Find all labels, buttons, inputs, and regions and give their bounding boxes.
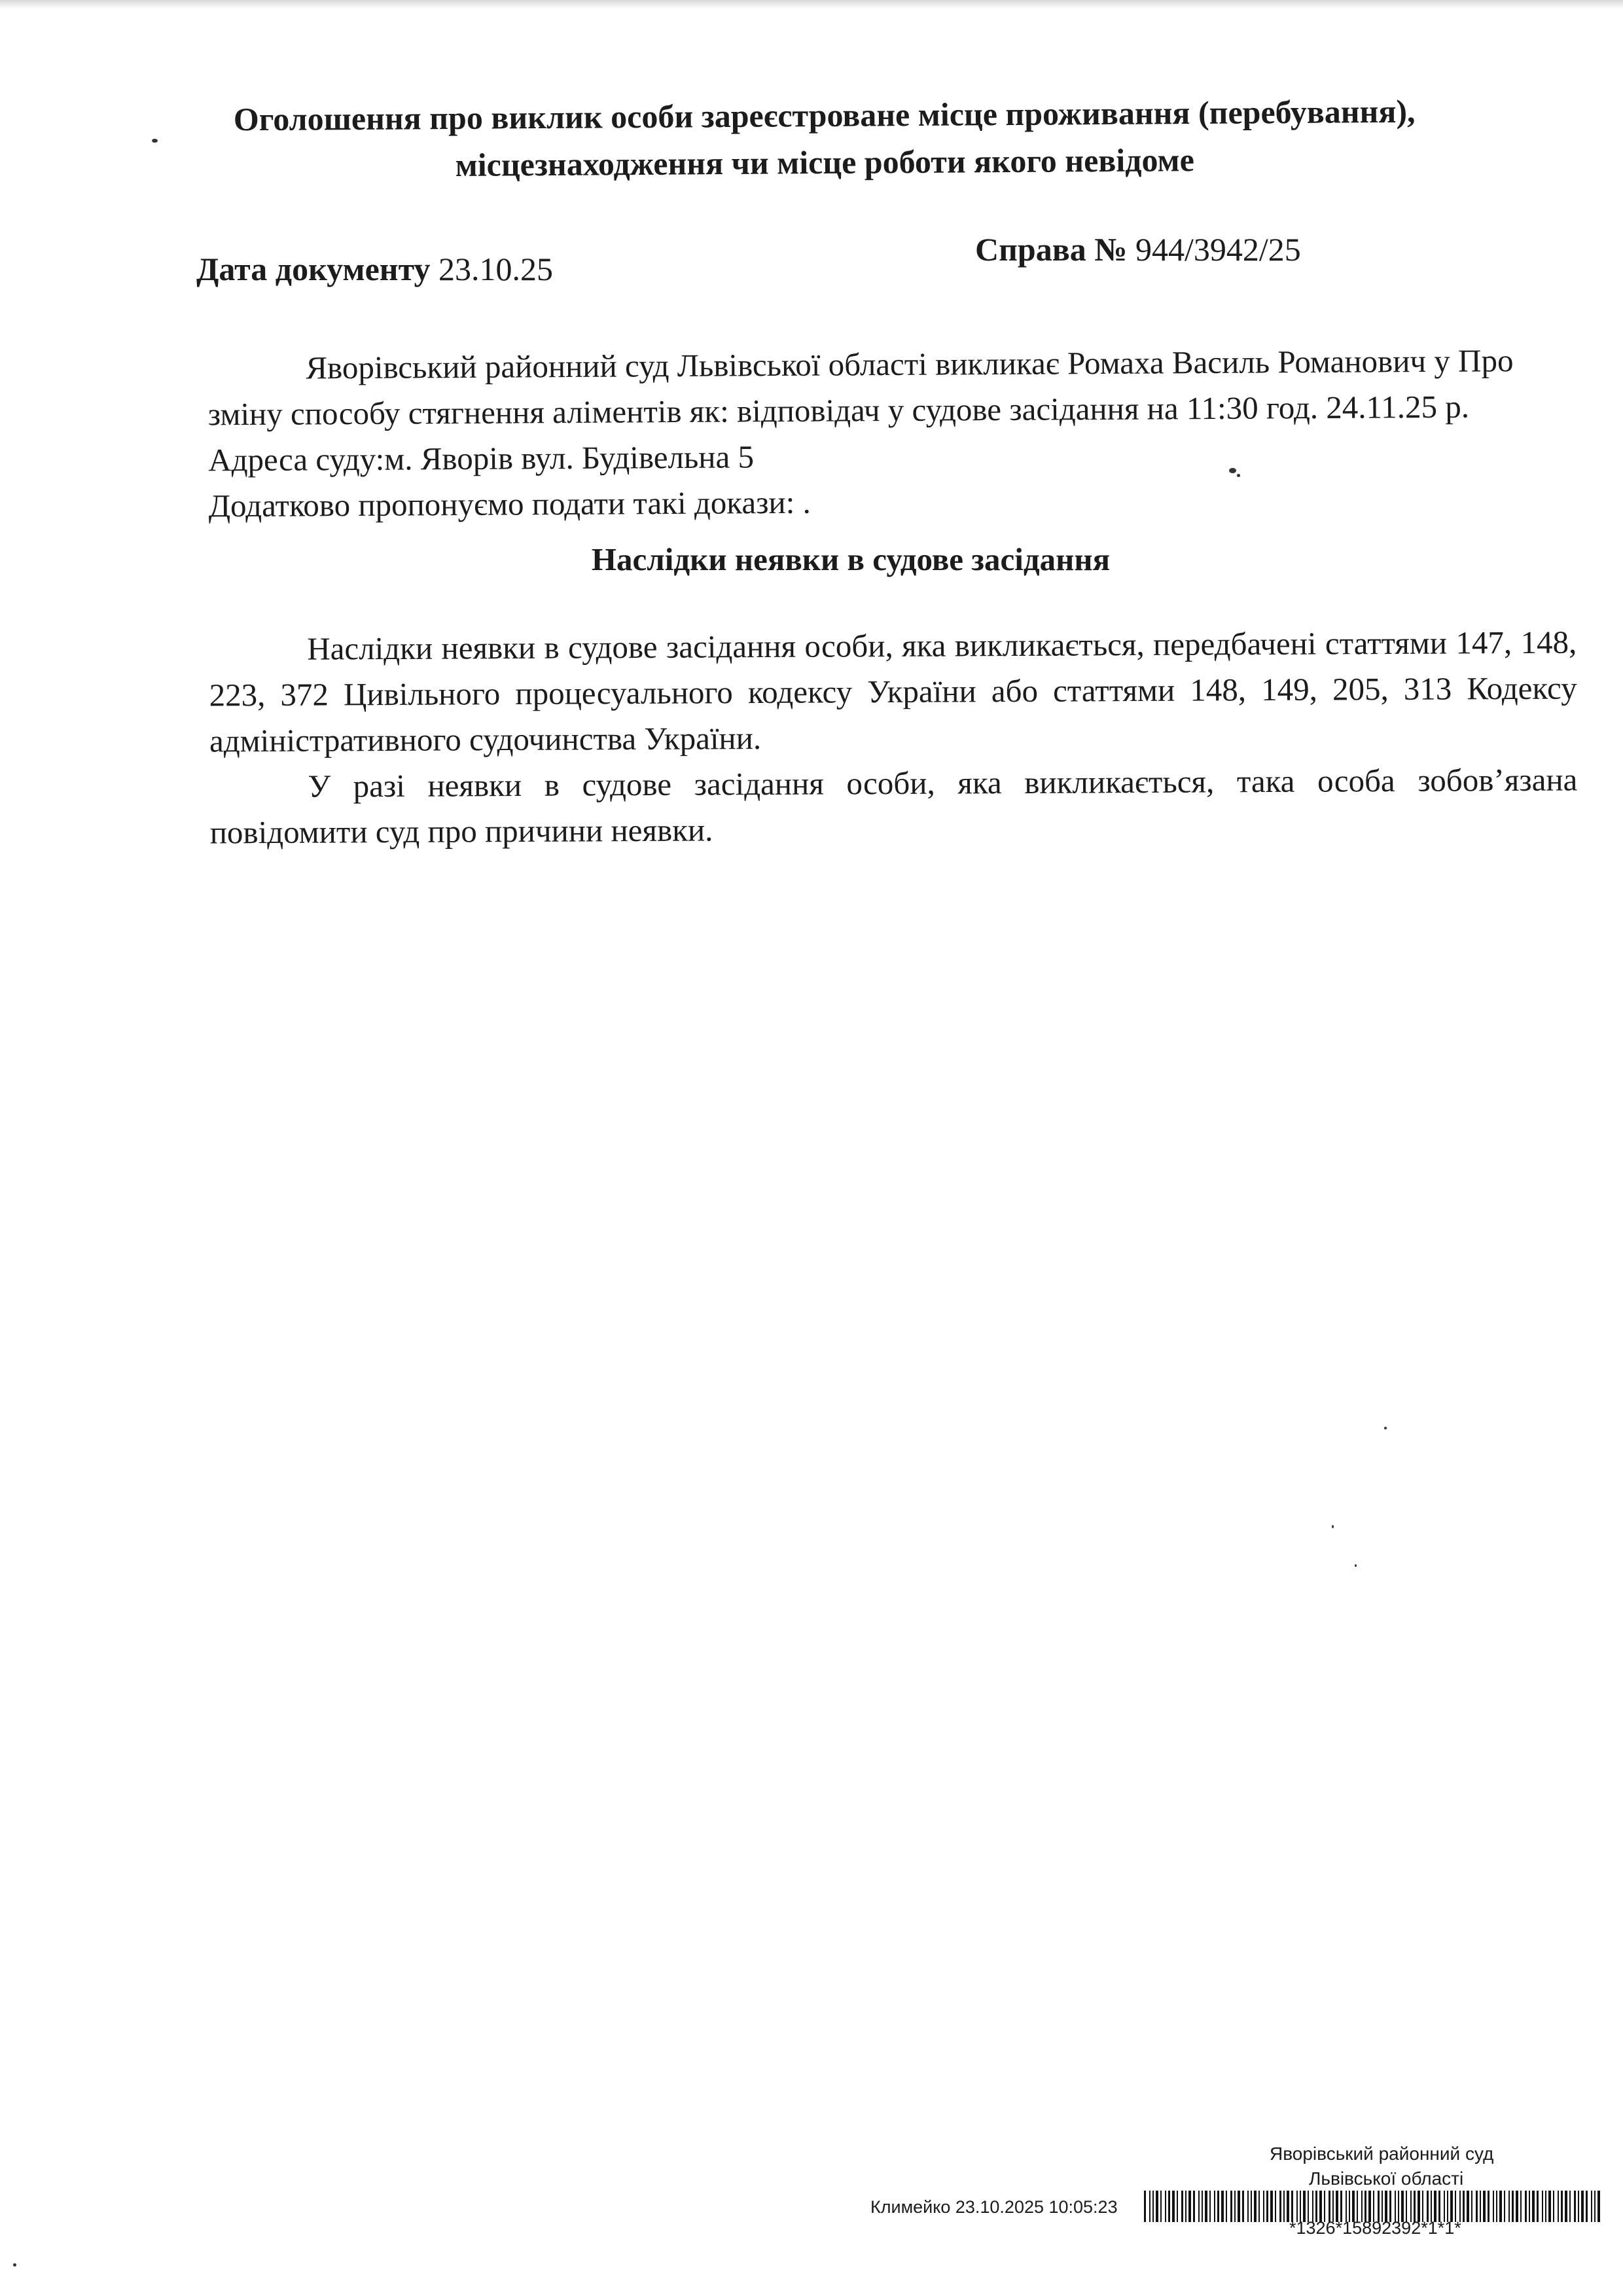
barcode-bar bbox=[1230, 2191, 1232, 2222]
barcode-bar bbox=[1532, 2191, 1535, 2222]
barcode-bar bbox=[1455, 2191, 1456, 2222]
barcode-bar bbox=[1418, 2191, 1420, 2222]
barcode-bar bbox=[1431, 2191, 1432, 2222]
barcode-bar bbox=[1558, 2191, 1559, 2222]
barcode-bar bbox=[1185, 2191, 1186, 2222]
barcode-bar bbox=[1401, 2191, 1404, 2222]
barcode-bar bbox=[1496, 2191, 1497, 2222]
barcode-bar bbox=[1160, 2191, 1162, 2222]
barcode-bar bbox=[1279, 2191, 1281, 2222]
barcode-bar bbox=[1349, 2191, 1350, 2222]
barcode-bar bbox=[1499, 2191, 1502, 2222]
barcode-bar bbox=[1352, 2191, 1355, 2222]
barcode-bar bbox=[1346, 2191, 1347, 2222]
scan-speck bbox=[13, 2263, 16, 2267]
title-line-1: Оголошення про виклик особи зареєстроване місце проживання (перебування), bbox=[233, 92, 1416, 138]
barcode-bar bbox=[1242, 2191, 1244, 2222]
barcode-bar bbox=[1471, 2191, 1472, 2222]
barcode-bar bbox=[1444, 2191, 1445, 2222]
barcode-bar bbox=[1512, 2191, 1514, 2222]
registration-stamp bbox=[870, 2144, 1607, 2274]
barcode-bar bbox=[1382, 2191, 1383, 2222]
barcode-bar bbox=[1561, 2191, 1563, 2222]
stamp-barcode-code: *1326*15892392*1*1* bbox=[1289, 2218, 1461, 2238]
barcode bbox=[1144, 2191, 1602, 2222]
barcode-bar bbox=[1152, 2191, 1154, 2222]
barcode-bar bbox=[1205, 2191, 1207, 2222]
barcode-bar bbox=[1373, 2191, 1374, 2222]
case-label: Справа № bbox=[975, 231, 1128, 268]
stamp-court-name: Яворівський районний суд bbox=[1270, 2144, 1494, 2164]
barcode-bar bbox=[1165, 2191, 1166, 2222]
barcode-bar bbox=[1542, 2191, 1543, 2222]
scan-speck bbox=[152, 139, 158, 143]
barcode-bar bbox=[1434, 2191, 1436, 2222]
barcode-bar bbox=[1508, 2191, 1510, 2222]
barcode-bar bbox=[1422, 2191, 1423, 2222]
barcode-bar bbox=[1156, 2191, 1158, 2222]
barcode-bar bbox=[1214, 2191, 1215, 2222]
barcode-bar bbox=[1450, 2191, 1453, 2222]
barcode-bar bbox=[1493, 2191, 1494, 2222]
scan-top-edge bbox=[0, 0, 1623, 9]
barcode-bar bbox=[1226, 2191, 1227, 2222]
barcode-bar bbox=[1149, 2191, 1150, 2222]
barcode-bar bbox=[1463, 2191, 1465, 2222]
barcode-bar bbox=[1565, 2191, 1567, 2222]
barcode-bar bbox=[1258, 2191, 1260, 2222]
barcode-bar bbox=[1467, 2191, 1469, 2222]
barcode-bar bbox=[1315, 2191, 1317, 2222]
summons-line-2: зміну способу стягнення аліментів як: відповідач у судове засідання на 11:30 год. 24.11.25 р. bbox=[207, 388, 1470, 433]
barcode-bar bbox=[1357, 2191, 1358, 2222]
barcode-bar bbox=[1483, 2191, 1486, 2222]
barcode-bar bbox=[1569, 2191, 1571, 2222]
stamp-court-region: Львівської області bbox=[1309, 2168, 1464, 2189]
barcode-bar bbox=[1312, 2191, 1313, 2222]
barcode-bar bbox=[1181, 2191, 1183, 2222]
scan-speck bbox=[1355, 1564, 1357, 1567]
barcode-bar bbox=[1291, 2191, 1293, 2222]
barcode-bar bbox=[1586, 2191, 1588, 2222]
barcode-bar bbox=[1202, 2191, 1203, 2222]
barcode-bar bbox=[1221, 2191, 1224, 2222]
consequences-text bbox=[209, 620, 1578, 856]
evidence-note: Додатково пропонуємо подати такі докази: . bbox=[208, 484, 811, 524]
barcode-bar bbox=[1270, 2191, 1273, 2222]
barcode-bar bbox=[1193, 2191, 1195, 2222]
barcode-bar bbox=[1234, 2191, 1236, 2222]
barcode-bar bbox=[1574, 2191, 1576, 2222]
barcode-bar bbox=[1308, 2191, 1309, 2222]
barcode-bar bbox=[1476, 2191, 1478, 2222]
barcode-bar bbox=[1188, 2191, 1191, 2222]
barcode-bar bbox=[1283, 2191, 1285, 2222]
summons-line-1: Яворівський районний суд Львівської області викликає Ромаха Василь Романович у Про bbox=[306, 342, 1514, 386]
barcode-bar bbox=[1594, 2191, 1596, 2222]
barcode-bar bbox=[1361, 2191, 1363, 2222]
barcode-bar bbox=[1340, 2191, 1342, 2222]
barcode-bar bbox=[1287, 2191, 1289, 2222]
case-number bbox=[975, 230, 1301, 268]
barcode-bar bbox=[1395, 2191, 1396, 2222]
barcode-bar bbox=[1296, 2191, 1298, 2222]
barcode-bar bbox=[1480, 2191, 1481, 2222]
barcode-bar bbox=[1247, 2191, 1249, 2222]
barcode-bar bbox=[1398, 2191, 1399, 2222]
barcode-bar bbox=[1168, 2191, 1170, 2222]
barcode-bar bbox=[1447, 2191, 1448, 2222]
barcode-bar bbox=[1414, 2191, 1416, 2222]
barcode-bar bbox=[1263, 2191, 1264, 2222]
barcode-bar bbox=[1217, 2191, 1219, 2222]
barcode-bar bbox=[1303, 2191, 1306, 2222]
title-line-2: місцезнаходження чи місце роботи якого невідоме bbox=[455, 141, 1194, 183]
barcode-bar bbox=[1364, 2191, 1366, 2222]
consequences-heading: Наслідки неявки в судове засідання bbox=[591, 541, 1111, 577]
barcode-bar bbox=[1209, 2191, 1211, 2222]
barcode-bar bbox=[1144, 2191, 1146, 2222]
barcode-bar bbox=[1172, 2191, 1175, 2222]
barcode-bar bbox=[1427, 2191, 1429, 2222]
barcode-bar bbox=[1368, 2191, 1371, 2222]
scan-speck bbox=[1237, 474, 1240, 477]
consequences-paragraph-2: У разі неявки в судове засідання особи, яка викликається, така особа зобов’язана повідомити суд про причини неявки. bbox=[209, 761, 1578, 851]
barcode-bar bbox=[1597, 2191, 1600, 2222]
barcode-bar bbox=[1254, 2191, 1257, 2222]
date-label: Дата документу bbox=[196, 251, 431, 287]
barcode-bar bbox=[1545, 2191, 1546, 2222]
barcode-bar bbox=[1300, 2191, 1301, 2222]
barcode-bar bbox=[1488, 2191, 1489, 2222]
barcode-bar bbox=[1504, 2191, 1505, 2222]
barcode-bar bbox=[1385, 2191, 1387, 2222]
barcode-bar bbox=[1529, 2191, 1530, 2222]
barcode-bar bbox=[1410, 2191, 1412, 2222]
scan-speck bbox=[1384, 1427, 1387, 1429]
barcode-bar bbox=[1251, 2191, 1252, 2222]
document-title bbox=[196, 87, 1454, 190]
barcode-bar bbox=[1406, 2191, 1407, 2222]
barcode-bar bbox=[1581, 2191, 1584, 2222]
case-value: 944/3942/25 bbox=[1135, 231, 1301, 268]
consequences-paragraph-1: Наслідки неявки в судове засідання особи, яка викликається, передбачені статтями 147, 148, 223, 372 Цивільного процесуального кодексу України або статтями 148, 149, 205, 313 Кодексу адміністративного судочинства України. bbox=[209, 624, 1577, 759]
barcode-bar bbox=[1177, 2191, 1178, 2222]
scan-speck bbox=[1332, 1525, 1334, 1528]
date-value: 23.10.25 bbox=[438, 251, 553, 287]
stamp-registrar: Климейко 23.10.2025 10:05:23 bbox=[870, 2197, 1118, 2217]
barcode-bar bbox=[1553, 2191, 1554, 2222]
barcode-bar bbox=[1548, 2191, 1551, 2222]
barcode-bar bbox=[1336, 2191, 1338, 2222]
barcode-bar bbox=[1238, 2191, 1240, 2222]
barcode-bar bbox=[1198, 2191, 1200, 2222]
barcode-bar bbox=[1516, 2191, 1518, 2222]
barcode-bar bbox=[1389, 2191, 1391, 2222]
barcode-bar bbox=[1520, 2191, 1522, 2222]
document-date bbox=[196, 250, 553, 288]
barcode-bar bbox=[1525, 2191, 1527, 2222]
court-address: Адреса суду:м. Яворів вул. Будівельна 5 bbox=[208, 439, 755, 478]
barcode-bar bbox=[1438, 2191, 1440, 2222]
barcode-bar bbox=[1537, 2191, 1539, 2222]
scan-speck bbox=[1229, 468, 1236, 473]
barcode-bar bbox=[1459, 2191, 1461, 2222]
barcode-bar bbox=[1324, 2191, 1325, 2222]
barcode-bar bbox=[1332, 2191, 1334, 2222]
barcode-bar bbox=[1591, 2191, 1592, 2222]
barcode-bar bbox=[1319, 2191, 1322, 2222]
barcode-bar bbox=[1578, 2191, 1579, 2222]
summons-text bbox=[207, 338, 1577, 529]
barcode-bar bbox=[1378, 2191, 1380, 2222]
barcode-bar bbox=[1275, 2191, 1276, 2222]
barcode-bar bbox=[1329, 2191, 1330, 2222]
barcode-bar bbox=[1266, 2191, 1268, 2222]
